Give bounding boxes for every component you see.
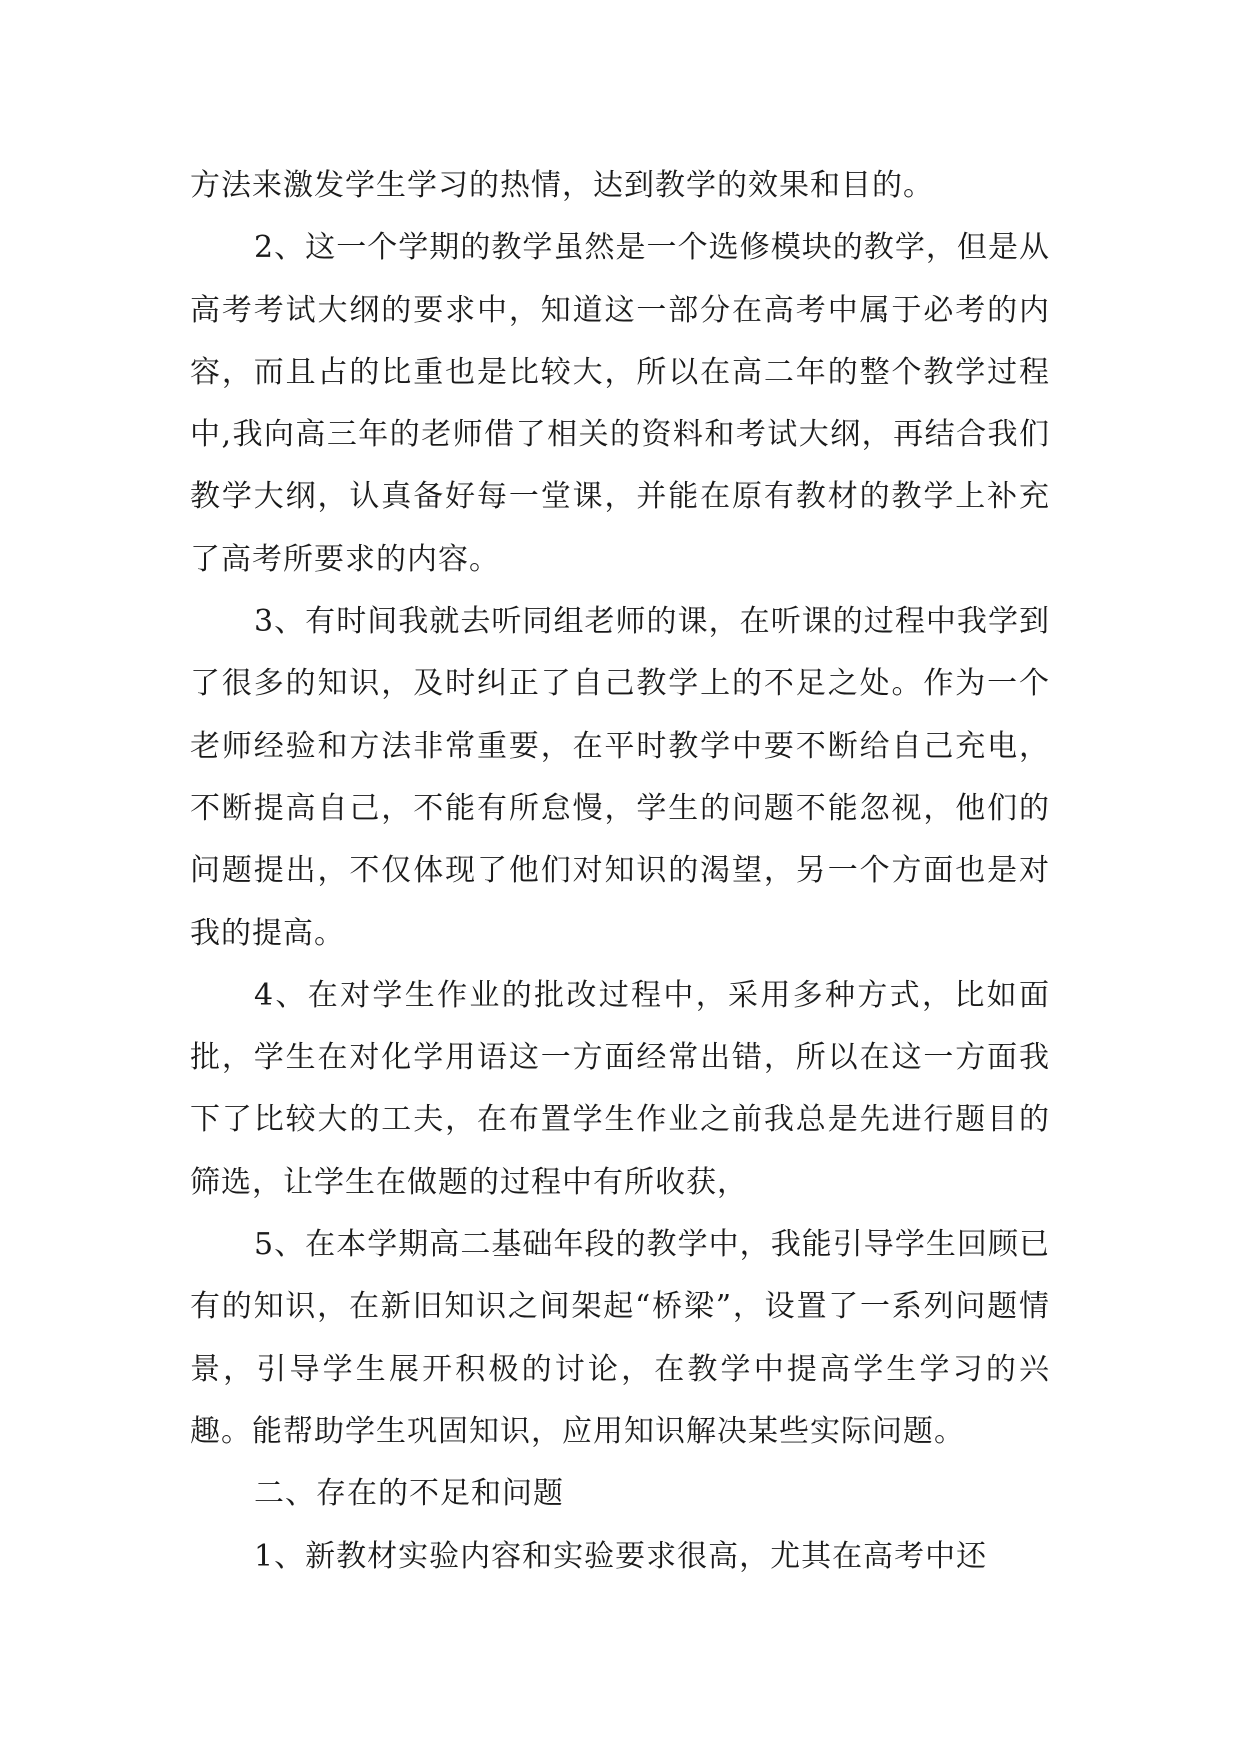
- paragraph-item-3: 3、有时间我就去听同组老师的课，在听课的过程中我学到了很多的知识，及时纠正了自己教学上的不足之处。作为一个老师经验和方法非常重要，在平时教学中要不断给自己充电，不断提高自己，不能有所怠慢，学生的问题不能忽视，他们的问题提出，不仅体现了他们对知识的渴望，另一个方面也是对我的提高。: [190, 604, 1050, 951]
- paragraph-item-4: 4、在对学生作业的批改过程中，采用多种方式，比如面批，学生在对化学用语这一方面经常出错，所以在这一方面我下了比较大的工夫，在布置学生作业之前我总是先进行题目的筛选，让学生在做题的过程中有所收获，: [190, 977, 1050, 1200]
- paragraph-problem-1: 1、新教材实验内容和实验要求很高，尤其在高考中还: [254, 1538, 988, 1574]
- section-heading-problems: 二、存在的不足和问题: [254, 1476, 564, 1512]
- document-body: [190, 155, 1050, 1588]
- paragraph-continuation: 方法来激发学生学习的热情，达到教学的效果和目的。: [190, 168, 934, 203]
- paragraph-item-2: 2、这一个学期的教学虽然是一个选修模块的教学，但是从高考考试大纲的要求中，知道这一部分在高考中属于必考的内容，而且占的比重也是比较大，所以在高二年的整个教学过程中,我向高三年的老师借了相关的资料和考试大纲，再结合我们教学大纲，认真备好每一堂课，并能在原有教材的教学上补充了高考所要求的内容。: [190, 230, 1050, 577]
- paragraph-item-5: 5、在本学期高二基础年段的教学中，我能引导学生回顾已有的知识，在新旧知识之间架起“桥梁”，设置了一系列问题情景，引导学生展开积极的讨论，在教学中提高学生学习的兴趣。能帮助学生巩固知识，应用知识解决某些实际问题。: [190, 1227, 1050, 1449]
